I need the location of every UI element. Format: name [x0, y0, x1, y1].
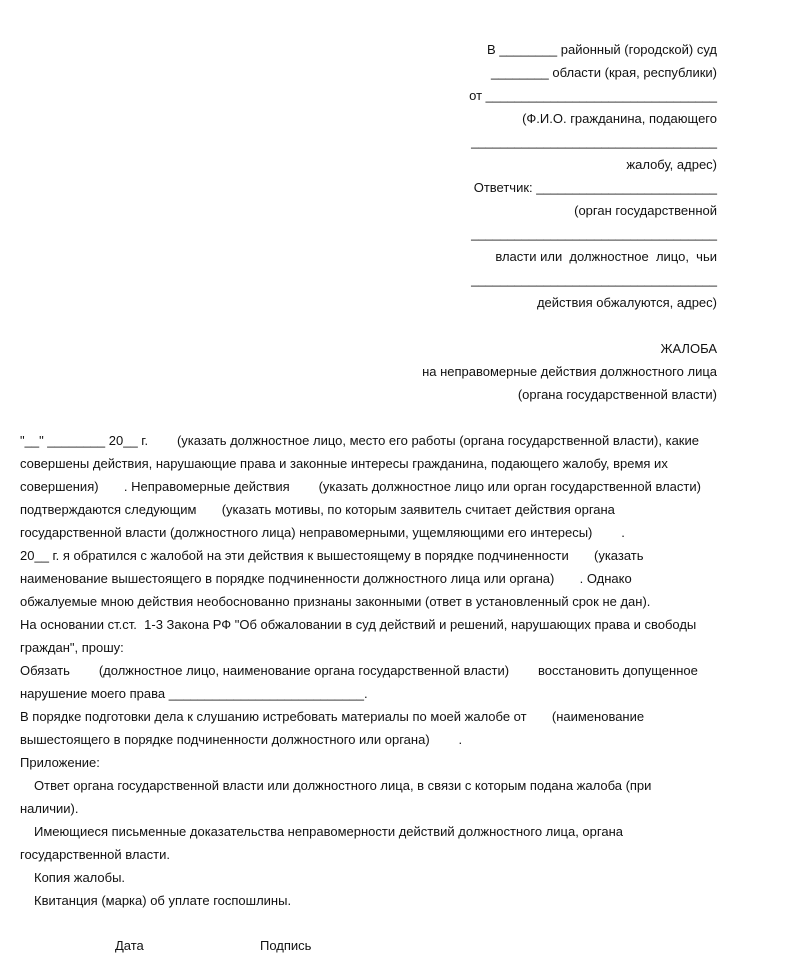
- actions-line: действия обжалуются, адрес): [536, 295, 717, 310]
- body-line-10: граждан", прошу:: [20, 640, 124, 655]
- body-line-12: нарушение моего права ___________________________.: [20, 686, 368, 701]
- body-line-11: Обязать (должностное лицо, наименование органа государственной власти) восстановить допущенное: [20, 663, 698, 678]
- attachment-item-2: Имеющиеся письменные доказательства неправомерности действий должностного лица, органа: [34, 824, 623, 839]
- body-line-13: В порядке подготовки дела к слушанию истребовать материалы по моей жалобе от (наименование: [20, 709, 645, 724]
- body-line-3: совершения) . Неправомерные действия (указать должностное лицо или орган государственной власти): [20, 479, 701, 494]
- organ-line: (орган государственной: [574, 203, 717, 218]
- body-line-8: обжалуемые мною действия необоснованно признаны законными (ответ в установленный срок не дан).: [20, 594, 651, 609]
- attachment-item-2-continuation: государственной власти.: [20, 847, 170, 862]
- court-line: В ________ районный (городской) суд: [487, 42, 717, 57]
- document-subtitle-1: на неправомерные действия должностного лица: [422, 364, 717, 379]
- body-line-4: подтверждаются следующим (указать мотивы, по которым заявитель считает действия органа: [20, 502, 615, 517]
- body-line-6: 20__ г. я обратился с жалобой на эти действия к вышестоящему в порядке подчиненности (указать: [20, 548, 644, 563]
- blank-line-1: __________________________________: [471, 134, 717, 149]
- attachment-item-1: Ответ органа государственной власти или должностного лица, в связи с которым подана жалоба (при: [34, 778, 652, 793]
- document-subtitle-2: (органа государственной власти): [517, 387, 717, 402]
- complaint-address-line: жалобу, адрес): [626, 157, 717, 172]
- attachment-item-1-continuation: наличии).: [20, 801, 79, 816]
- body-line-9: На основании ст.ст. 1-3 Закона РФ "Об обжаловании в суд действий и решений, нарушающих права и свободы: [20, 617, 697, 632]
- signature-label: Подпись: [260, 938, 312, 953]
- region-line: ________ области (края, республики): [490, 65, 717, 80]
- defendant-line: Ответчик: _________________________: [473, 180, 717, 195]
- body-line-7: наименование вышестоящего в порядке подчиненности должностного лица или органа) . Однако: [20, 571, 632, 586]
- document-title: ЖАЛОБА: [660, 341, 717, 356]
- body-line-14: вышестоящего в порядке подчиненности должностного или органа) .: [20, 732, 463, 747]
- date-label: Дата: [115, 938, 144, 953]
- body-line-2: совершены действия, нарушающие права и законные интересы гражданина, подающего жалобу, время их: [20, 456, 668, 471]
- body-line-1: "__" ________ 20__ г. (указать должностное лицо, место его работы (органа государственной власти), какие: [20, 433, 699, 448]
- attachment-item-4: Квитанция (марка) об уплате госпошлины.: [34, 893, 292, 908]
- from-line: от ________________________________: [469, 88, 717, 103]
- body-line-5: государственной власти (должностного лица) неправомерными, ущемляющими его интересы) .: [20, 525, 625, 540]
- blank-line-2: __________________________________: [471, 226, 717, 241]
- power-line: власти или должностное лицо, чьи: [495, 249, 717, 264]
- attachments-heading: Приложение:: [20, 755, 100, 770]
- fio-line: (Ф.И.О. гражданина, подающего: [522, 111, 717, 126]
- blank-line-3: __________________________________: [471, 272, 717, 287]
- attachment-item-3: Копия жалобы.: [34, 870, 126, 885]
